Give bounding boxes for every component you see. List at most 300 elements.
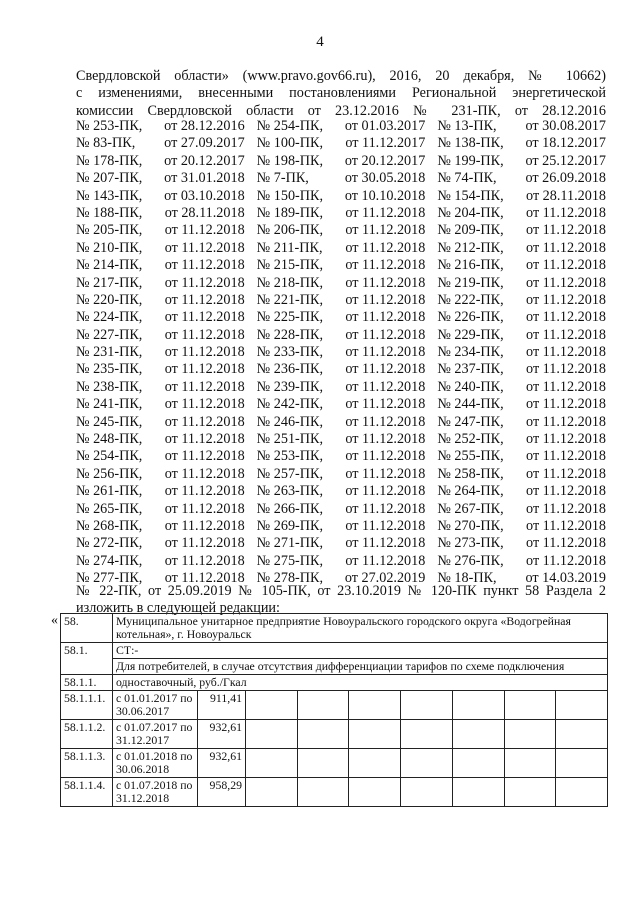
row-number: 58.1.1.3.: [61, 749, 113, 778]
reference-pair: [437, 240, 606, 257]
resolution-date: от 11.12.2018: [345, 431, 426, 448]
resolution-date: от 11.12.2018: [526, 344, 607, 361]
resolution-number: № 229-ПК,: [437, 326, 504, 343]
resolution-number: № 198-ПК,: [256, 152, 324, 169]
reference-pair: [76, 396, 257, 413]
resolution-number: № 221-ПК,: [256, 291, 324, 308]
resolution-date: от 11.12.2018: [526, 483, 607, 500]
resolution-number: № 143-ПК,: [76, 187, 143, 204]
resolution-number: № 150-ПК,: [256, 187, 324, 204]
resolution-number: № 276-ПК,: [437, 552, 504, 569]
resolution-date: от 18.12.2017: [525, 135, 607, 152]
reference-pair: [257, 431, 438, 448]
resolution-date: от 11.12.2018: [526, 222, 607, 239]
resolution-date: от 11.12.2018: [345, 483, 426, 500]
resolution-number: № 263-ПК,: [256, 483, 324, 500]
resolution-date: от 11.12.2018: [526, 257, 607, 274]
resolution-date: от 11.12.2018: [164, 448, 245, 465]
blank-cell: [349, 691, 401, 720]
resolution-date: от 25.12.2017: [525, 152, 607, 169]
resolution-number: № 206-ПК,: [256, 222, 324, 239]
blank-cell: [297, 749, 349, 778]
reference-pair: [257, 153, 438, 170]
resolution-date: от 28.11.2018: [164, 204, 245, 221]
resolution-date: от 11.12.2018: [345, 204, 426, 221]
reference-row: [76, 188, 606, 205]
reference-pair: [437, 501, 606, 518]
intro-line: с изменениями, внесенными постановлениями Региональной энергетической: [76, 85, 606, 102]
reference-pair: [76, 222, 257, 239]
reference-pair: [76, 501, 257, 518]
tariff-value: 911,41: [198, 691, 246, 720]
resolution-date: от 11.12.2018: [526, 465, 607, 482]
reference-pair: [76, 483, 257, 500]
blank-cell: [556, 778, 608, 807]
resolution-date: от 11.12.2018: [526, 239, 607, 256]
resolution-date: от 11.12.2018: [526, 396, 607, 413]
reference-pair: [437, 135, 606, 152]
resolution-number: № 216-ПК,: [437, 257, 504, 274]
reference-pair: [437, 483, 606, 500]
reference-pair: [257, 292, 438, 309]
blank-cell: [452, 691, 504, 720]
reference-pair: [76, 535, 257, 552]
table-row: [61, 691, 608, 720]
outro-line: № 22-ПК, от 25.09.2019 № 105-ПК, от 23.10.2019 № 120-ПК пункт 58 Раздела 2: [76, 583, 606, 599]
reference-row: [76, 153, 606, 170]
reference-pair: [437, 309, 606, 326]
reference-pair: [437, 396, 606, 413]
page-number: 4: [316, 34, 324, 50]
resolution-date: от 11.12.2018: [526, 517, 607, 534]
resolution-date: от 26.09.2018: [525, 170, 607, 187]
tariff-unit: одноставочный, руб./Гкал: [113, 675, 608, 691]
reference-pair: [257, 205, 438, 222]
resolution-date: от 01.03.2017: [344, 118, 426, 134]
resolution-date: от 11.12.2018: [526, 552, 607, 569]
resolution-number: № 228-ПК,: [256, 326, 324, 343]
reference-row: [76, 135, 606, 152]
reference-pair: [437, 275, 606, 292]
resolution-number: № 214-ПК,: [76, 257, 143, 274]
resolution-number: № 100-ПК,: [256, 135, 324, 152]
row-number: 58.1.1.4.: [61, 778, 113, 807]
resolution-date: от 03.10.2018: [164, 187, 245, 204]
reference-pair: [76, 188, 257, 205]
resolution-number: № 271-ПК,: [256, 535, 324, 552]
reference-row: [76, 414, 606, 431]
row-number: 58.1.1.: [61, 675, 113, 691]
resolution-date: от 11.12.2018: [345, 361, 426, 378]
reference-pair: [76, 240, 257, 257]
table-row: [61, 675, 608, 691]
resolution-date: от 11.12.2018: [164, 517, 245, 534]
intro-line: Свердловской области» (www.pravo.gov66.ru), 2016, 20 декабря, № 10662): [76, 68, 606, 84]
reference-pair: [257, 553, 438, 570]
reference-pair: [76, 205, 257, 222]
reference-pair: [257, 379, 438, 396]
resolution-number: № 227-ПК,: [76, 326, 143, 343]
resolution-number: № 207-ПК,: [76, 170, 143, 187]
reference-pair: [76, 518, 257, 535]
blank-cell: [401, 749, 453, 778]
resolution-number: № 205-ПК,: [76, 222, 143, 239]
resolution-number: № 275-ПК,: [256, 552, 324, 569]
reference-pair: [76, 118, 257, 135]
reference-pair: [76, 344, 257, 361]
resolution-number: № 211-ПК,: [256, 239, 323, 256]
resolution-date: от 30.05.2018: [344, 170, 426, 187]
resolution-date: от 20.12.2017: [164, 152, 245, 169]
blank-cell: [349, 720, 401, 749]
reference-pair: [76, 275, 257, 292]
table-row: [61, 614, 608, 643]
period: с 01.01.2018 по 30.06.2018: [113, 749, 198, 778]
tariff-value: 932,61: [198, 720, 246, 749]
resolution-date: от 11.12.2018: [345, 465, 426, 482]
resolution-number: № 267-ПК,: [437, 500, 504, 517]
blank-cell: [349, 778, 401, 807]
reference-pair: [257, 483, 438, 500]
tariff-table: [60, 613, 608, 807]
resolution-number: № 235-ПК,: [76, 361, 143, 378]
reference-pair: [76, 257, 257, 274]
resolution-date: от 11.12.2018: [345, 291, 426, 308]
resolution-number: № 199-ПК,: [437, 152, 504, 169]
reference-pair: [257, 309, 438, 326]
intro-paragraph: [76, 68, 606, 120]
blank-cell: [246, 691, 298, 720]
resolution-date: от 11.12.2018: [345, 535, 426, 552]
reference-pair: [257, 222, 438, 239]
resolution-date: от 14.03.2019: [525, 570, 607, 587]
resolution-date: от 11.12.2018: [345, 448, 426, 465]
resolution-date: от 30.08.2017: [525, 118, 607, 134]
resolution-number: № 212-ПК,: [437, 239, 504, 256]
intro-line: комиссии Свердловской области от 23.12.2016 № 231-ПК, от 28.12.2016: [76, 102, 606, 119]
reference-pair: [257, 466, 438, 483]
reference-pair: [76, 431, 257, 448]
resolution-number: № 251-ПК,: [256, 431, 324, 448]
reference-row: [76, 240, 606, 257]
resolution-date: от 11.12.2018: [164, 291, 245, 308]
table-row: [61, 643, 608, 659]
reference-pair: [437, 518, 606, 535]
resolution-number: № 278-ПК,: [256, 570, 324, 587]
resolution-number: № 255-ПК,: [437, 448, 504, 465]
resolution-number: № 241-ПК,: [76, 396, 143, 413]
reference-pair: [76, 466, 257, 483]
resolution-date: от 10.10.2018: [344, 187, 426, 204]
resolution-number: № 237-ПК,: [437, 361, 504, 378]
resolution-date: от 11.12.2018: [164, 378, 245, 395]
resolution-date: от 11.12.2017: [345, 135, 426, 152]
resolution-number: № 220-ПК,: [76, 291, 143, 308]
reference-pair: [437, 535, 606, 552]
blank-cell: [246, 778, 298, 807]
reference-row: [76, 431, 606, 448]
reference-row: [76, 535, 606, 552]
resolution-number: № 231-ПК,: [76, 344, 143, 361]
blank-cell: [452, 749, 504, 778]
resolution-date: от 11.12.2018: [164, 222, 245, 239]
resolution-number: № 215-ПК,: [256, 257, 324, 274]
reference-pair: [437, 448, 606, 465]
resolution-date: от 11.12.2018: [345, 326, 426, 343]
reference-row: [76, 501, 606, 518]
blank-cell: [297, 720, 349, 749]
reference-row: [76, 257, 606, 274]
outro-line: изложить в следующей редакции:: [76, 600, 280, 617]
blank-cell: [297, 691, 349, 720]
resolution-number: № 138-ПК,: [437, 135, 504, 152]
resolution-date: от 28.11.2018: [526, 187, 607, 204]
period: с 01.01.2017 по 30.06.2017: [113, 691, 198, 720]
resolution-number: № 222-ПК,: [437, 291, 504, 308]
resolution-date: от 11.12.2018: [164, 483, 245, 500]
resolution-date: от 11.12.2018: [526, 535, 607, 552]
resolution-number: № 254-ПК,: [256, 118, 324, 134]
resolution-number: № 270-ПК,: [437, 517, 504, 534]
reference-pair: [76, 170, 257, 187]
consumer-note: Для потребителей, в случае отсутствия дифференциации тарифов по схеме подключения: [113, 659, 608, 675]
resolution-number: № 225-ПК,: [256, 309, 324, 326]
period: с 01.07.2018 по 31.12.2018: [113, 778, 198, 807]
resolution-number: № 240-ПК,: [437, 378, 504, 395]
resolution-number: № 154-ПК,: [437, 187, 504, 204]
blank-cell: [504, 749, 556, 778]
reference-row: [76, 396, 606, 413]
resolution-number: № 266-ПК,: [256, 500, 324, 517]
reference-pair: [437, 553, 606, 570]
resolution-date: от 11.12.2018: [526, 413, 607, 430]
resolution-date: от 11.12.2018: [526, 500, 607, 517]
resolution-number: № 226-ПК,: [437, 309, 504, 326]
reference-pair: [76, 309, 257, 326]
reference-pair: [437, 205, 606, 222]
resolution-date: от 20.12.2017: [344, 152, 426, 169]
resolution-date: от 11.12.2018: [164, 413, 245, 430]
reference-pair: [257, 344, 438, 361]
reference-pair: [257, 414, 438, 431]
reference-pair: [76, 553, 257, 570]
resolution-number: № 273-ПК,: [437, 535, 504, 552]
table-row: [61, 720, 608, 749]
resolution-date: от 11.12.2018: [164, 535, 245, 552]
reference-pair: [257, 257, 438, 274]
resolution-date: от 11.12.2018: [526, 431, 607, 448]
resolution-number: № 234-ПК,: [437, 344, 504, 361]
resolution-number: № 244-ПК,: [437, 396, 504, 413]
reference-pair: [437, 292, 606, 309]
resolution-date: от 11.12.2018: [526, 204, 607, 221]
table-row: [61, 659, 608, 675]
resolution-date: от 11.12.2018: [164, 570, 245, 587]
reference-pair: [437, 414, 606, 431]
reference-pair: [76, 448, 257, 465]
tariff-value: 958,29: [198, 778, 246, 807]
resolution-date: от 11.12.2018: [345, 552, 426, 569]
resolution-number: № 83-ПК,: [76, 135, 136, 152]
resolution-date: от 11.12.2018: [526, 274, 607, 291]
resolution-date: от 11.12.2018: [526, 378, 607, 395]
reference-row: [76, 466, 606, 483]
resolution-number: № 210-ПК,: [76, 239, 143, 256]
resolution-number: № 254-ПК,: [76, 448, 143, 465]
resolution-date: от 11.12.2018: [345, 344, 426, 361]
blank-cell: [401, 720, 453, 749]
blank-cell: [452, 720, 504, 749]
reference-pair: [437, 170, 606, 187]
resolution-number: № 218-ПК,: [256, 274, 324, 291]
resolution-number: № 264-ПК,: [437, 483, 504, 500]
resolution-number: № 13-ПК,: [437, 118, 497, 134]
resolution-number: № 261-ПК,: [76, 483, 143, 500]
reference-pair: [257, 188, 438, 205]
resolution-date: от 27.09.2017: [164, 135, 245, 152]
blank-cell: [504, 720, 556, 749]
resolution-number: № 204-ПК,: [437, 204, 504, 221]
row-number: 58.: [61, 614, 113, 643]
resolution-number: № 253-ПК,: [76, 118, 143, 134]
resolution-number: № 236-ПК,: [256, 361, 324, 378]
reference-pair: [76, 379, 257, 396]
reference-pair: [437, 153, 606, 170]
resolution-number: № 277-ПК,: [76, 570, 143, 587]
resolution-date: от 11.12.2018: [164, 257, 245, 274]
table-row: [61, 749, 608, 778]
resolution-date: от 11.12.2018: [345, 396, 426, 413]
resolution-date: от 11.12.2018: [526, 326, 607, 343]
resolution-date: от 11.12.2018: [164, 500, 245, 517]
reference-pair: [437, 257, 606, 274]
resolution-date: от 28.12.2016: [164, 118, 245, 134]
reference-pair: [76, 414, 257, 431]
reference-row: [76, 327, 606, 344]
reference-pair: [257, 327, 438, 344]
reference-pair: [437, 361, 606, 378]
reference-row: [76, 222, 606, 239]
resolution-number: № 258-ПК,: [437, 465, 504, 482]
resolution-number: № 253-ПК,: [256, 448, 324, 465]
reference-row: [76, 448, 606, 465]
resolution-date: от 11.12.2018: [164, 431, 245, 448]
resolution-number: № 256-ПК,: [76, 465, 143, 482]
blank-cell: [401, 778, 453, 807]
blank-cell: [556, 691, 608, 720]
resolution-number: № 219-ПК,: [437, 274, 504, 291]
reference-row: [76, 170, 606, 187]
resolution-date: от 11.12.2018: [164, 239, 245, 256]
table-row: [61, 778, 608, 807]
resolution-date: от 11.12.2018: [164, 309, 245, 326]
resolution-number: № 242-ПК,: [256, 396, 324, 413]
resolution-number: № 239-ПК,: [256, 378, 324, 395]
row-number: 58.1.: [61, 643, 113, 675]
tariff-value: 932,61: [198, 749, 246, 778]
reference-pair: [76, 153, 257, 170]
resolution-number: № 224-ПК,: [76, 309, 143, 326]
reference-pair: [437, 327, 606, 344]
reference-pair: [76, 327, 257, 344]
period: с 01.07.2017 по 31.12.2017: [113, 720, 198, 749]
reference-pair: [257, 170, 438, 187]
reference-pair: [76, 361, 257, 378]
resolution-number: № 188-ПК,: [76, 204, 143, 221]
resolution-number: № 269-ПК,: [256, 517, 324, 534]
resolution-number: № 252-ПК,: [437, 431, 504, 448]
resolution-date: от 11.12.2018: [345, 413, 426, 430]
resolution-number: № 7-ПК,: [256, 170, 309, 187]
reference-pair: [257, 118, 438, 135]
resolution-date: от 31.01.2018: [164, 170, 245, 187]
resolution-number: № 178-ПК,: [76, 152, 143, 169]
resolution-date: от 11.12.2018: [526, 361, 607, 378]
resolution-date: от 11.12.2018: [164, 344, 245, 361]
reference-pair: [257, 518, 438, 535]
reference-pair: [437, 431, 606, 448]
reference-pair: [437, 379, 606, 396]
resolution-date: от 11.12.2018: [526, 309, 607, 326]
reference-pair: [257, 240, 438, 257]
reference-pair: [257, 361, 438, 378]
reference-pair: [437, 344, 606, 361]
reference-pair: [257, 135, 438, 152]
opening-quote: «: [51, 613, 58, 628]
reference-row: [76, 205, 606, 222]
resolution-number: № 257-ПК,: [256, 465, 324, 482]
resolution-number: № 233-ПК,: [256, 344, 324, 361]
resolution-number: № 248-ПК,: [76, 431, 143, 448]
reference-row: [76, 553, 606, 570]
resolution-number: № 272-ПК,: [76, 535, 143, 552]
resolution-date: от 11.12.2018: [164, 361, 245, 378]
reference-row: [76, 518, 606, 535]
resolution-number: № 238-ПК,: [76, 378, 143, 395]
row-number: 58.1.1.2.: [61, 720, 113, 749]
resolution-date: от 11.12.2018: [164, 274, 245, 291]
resolution-number: № 247-ПК,: [437, 413, 504, 430]
blank-cell: [556, 749, 608, 778]
reference-row: [76, 344, 606, 361]
resolution-date: от 11.12.2018: [345, 274, 426, 291]
reference-pair: [437, 466, 606, 483]
reference-pair: [257, 501, 438, 518]
resolution-number: № 74-ПК,: [437, 170, 497, 187]
reference-row: [76, 361, 606, 378]
reference-row: [76, 483, 606, 500]
blank-cell: [297, 778, 349, 807]
resolution-date: от 11.12.2018: [526, 291, 607, 308]
organization-name: Муниципальное унитарное предприятие Новоуральского городского округа «Водогрейная котельная», г. Новоуральск: [113, 614, 608, 643]
resolution-number: № 18-ПК,: [437, 570, 497, 587]
resolution-number: № 246-ПК,: [256, 413, 324, 430]
reference-pair: [257, 535, 438, 552]
reference-row: [76, 118, 606, 135]
blank-cell: [246, 720, 298, 749]
reference-pair: [76, 135, 257, 152]
resolution-date: от 11.12.2018: [164, 326, 245, 343]
reference-pair: [437, 118, 606, 135]
reference-row: [76, 309, 606, 326]
reference-pair: [437, 188, 606, 205]
row-number: 58.1.1.1.: [61, 691, 113, 720]
reference-row: [76, 275, 606, 292]
resolution-date: от 11.12.2018: [526, 448, 607, 465]
resolution-number: № 209-ПК,: [437, 222, 504, 239]
reference-pair: [257, 396, 438, 413]
reference-pair: [257, 275, 438, 292]
